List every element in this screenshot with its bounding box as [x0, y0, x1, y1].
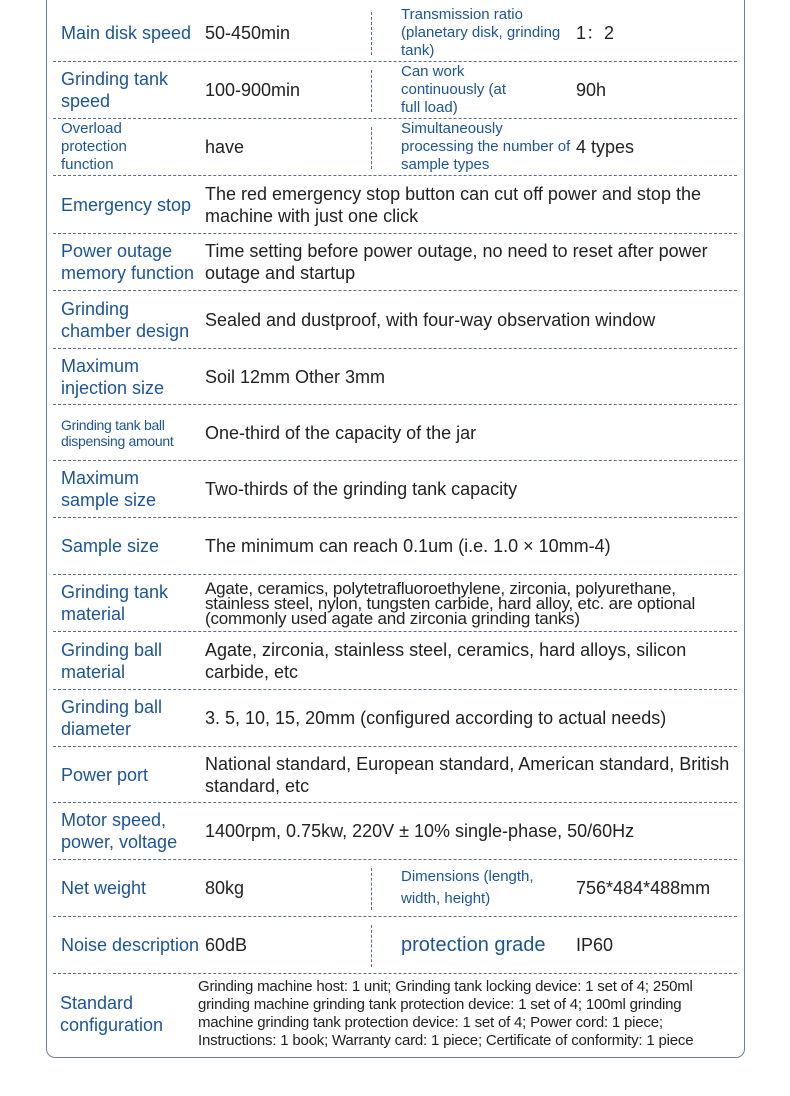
protection-grade-value: IP60: [576, 935, 614, 955]
transmission-ratio-value: 1：2: [576, 22, 615, 43]
noise-label: Noise description: [61, 935, 200, 955]
dimensions-value: 756*484*488mm: [576, 878, 711, 898]
standard-configuration-label: Standard configuration: [60, 993, 164, 1035]
row-noise: [53, 917, 737, 974]
simultaneous-processing-value: 4 types: [576, 137, 635, 157]
continuous-work-label: Can work continuously (at full load): [401, 63, 507, 116]
row-net-weight: [53, 860, 737, 917]
overload-protection-label: Overload protection function: [61, 120, 127, 173]
ball-dispensing-value: One-third of the capacity of the jar: [205, 422, 477, 443]
ball-dispensing-label: Grinding tank ball dispensing amount: [61, 416, 174, 449]
grinding-chamber-label: Grinding chamber design: [61, 298, 190, 341]
power-outage-memory-value: Time setting before power outage, no need to reset after power outage and startup: [205, 241, 708, 283]
continuous-work-value: 90h: [576, 80, 607, 100]
motor-value: 1400rpm, 0.75kw, 220V ± 10% single-phase, 50/60Hz: [205, 821, 635, 841]
row-main-disk-speed: [53, 4, 737, 62]
tank-material-value: Agate, ceramics, polytetrafluoroethylene, zirconia, polyurethane, stainless steel, nylon, tungsten carbide, hard alloy, etc. are optional (commonly used agate and zirconia grinding tanks): [205, 578, 696, 628]
row-max-sample: [53, 461, 737, 518]
row-standard-configuration: [53, 974, 737, 1054]
row-ball-diameter: [53, 690, 737, 747]
row-overload-protection: [53, 119, 737, 176]
row-sample-size: [53, 518, 737, 575]
ball-material-value: Agate, zirconia, stainless steel, ceramics, hard alloys, silicon carbide, etc: [205, 639, 687, 682]
motor-label: Motor speed, power, voltage: [61, 810, 178, 852]
protection-grade-label: protection grade: [401, 934, 546, 956]
main-disk-speed-value: 50-450min: [205, 22, 291, 43]
ball-material-label: Grinding ball material: [61, 639, 163, 682]
main-disk-speed-label: Main disk speed: [61, 22, 192, 43]
noise-value: 60dB: [205, 935, 248, 955]
max-injection-value: Soil 12mm Other 3mm: [205, 366, 386, 387]
row-ball-dispensing: [53, 405, 737, 461]
row-power-outage-memory: [53, 234, 737, 291]
ball-diameter-value: 3. 5, 10, 15, 20mm (configured according to actual needs): [205, 708, 667, 728]
max-sample-label: Maximum sample size: [61, 468, 157, 510]
emergency-stop-value: The red emergency stop button can cut off power and stop the machine with just one click: [205, 183, 701, 226]
max-injection-label: Maximum injection size: [61, 355, 165, 398]
dimensions-label: Dimensions (length, width, height): [401, 868, 534, 907]
row-grinding-chamber: [53, 291, 737, 349]
row-grinding-tank-speed: [53, 62, 737, 119]
grinding-tank-speed-value: 100-900min: [205, 80, 301, 100]
max-sample-value: Two-thirds of the grinding tank capacity: [205, 479, 518, 499]
net-weight-value: 80kg: [205, 878, 245, 898]
column-divider: [371, 12, 372, 55]
column-divider: [371, 925, 372, 967]
row-max-injection: [53, 349, 737, 405]
row-ball-material: [53, 632, 737, 690]
power-port-label: Power port: [61, 764, 149, 785]
row-emergency-stop: [53, 176, 737, 234]
row-tank-material: [53, 575, 737, 632]
transmission-ratio-label: Transmission ratio (planetary disk, grinding tank): [401, 5, 561, 59]
row-motor: [53, 803, 737, 860]
power-outage-memory-label: Power outage memory function: [61, 241, 195, 283]
emergency-stop-label: Emergency stop: [61, 194, 192, 215]
net-weight-label: Net weight: [61, 878, 147, 898]
column-divider: [371, 868, 372, 910]
sample-size-value: The minimum can reach 0.1um (i.e. 1.0 × 10mm-4): [205, 536, 611, 556]
grinding-chamber-value: Sealed and dustproof, with four-way observation window: [205, 309, 656, 330]
standard-configuration-value: Grinding machine host: 1 unit; Grinding tank locking device: 1 set of 4; 250ml grinding machine grinding tank protection device: 1 set of 4; 100ml grinding machine grinding tank protection device: 1 set of 4; Power cord: 1 piece; Instructions: 1 book; Warranty card: 1 piece; Certificate of conformity: 1 piece: [198, 978, 694, 1049]
tank-material-label: Grinding tank material: [61, 582, 169, 624]
power-port-value: National standard, European standard, American standard, British standard, etc: [205, 753, 730, 796]
overload-protection-value: have: [205, 137, 245, 157]
grinding-tank-speed-label: Grinding tank speed: [61, 69, 169, 111]
simultaneous-processing-label: Simultaneously processing the number of sample types: [401, 120, 571, 173]
column-divider: [371, 70, 372, 112]
sample-size-label: Sample size: [61, 536, 160, 556]
ball-diameter-label: Grinding ball diameter: [61, 697, 163, 739]
row-power-port: [53, 747, 737, 803]
column-divider: [371, 127, 372, 169]
